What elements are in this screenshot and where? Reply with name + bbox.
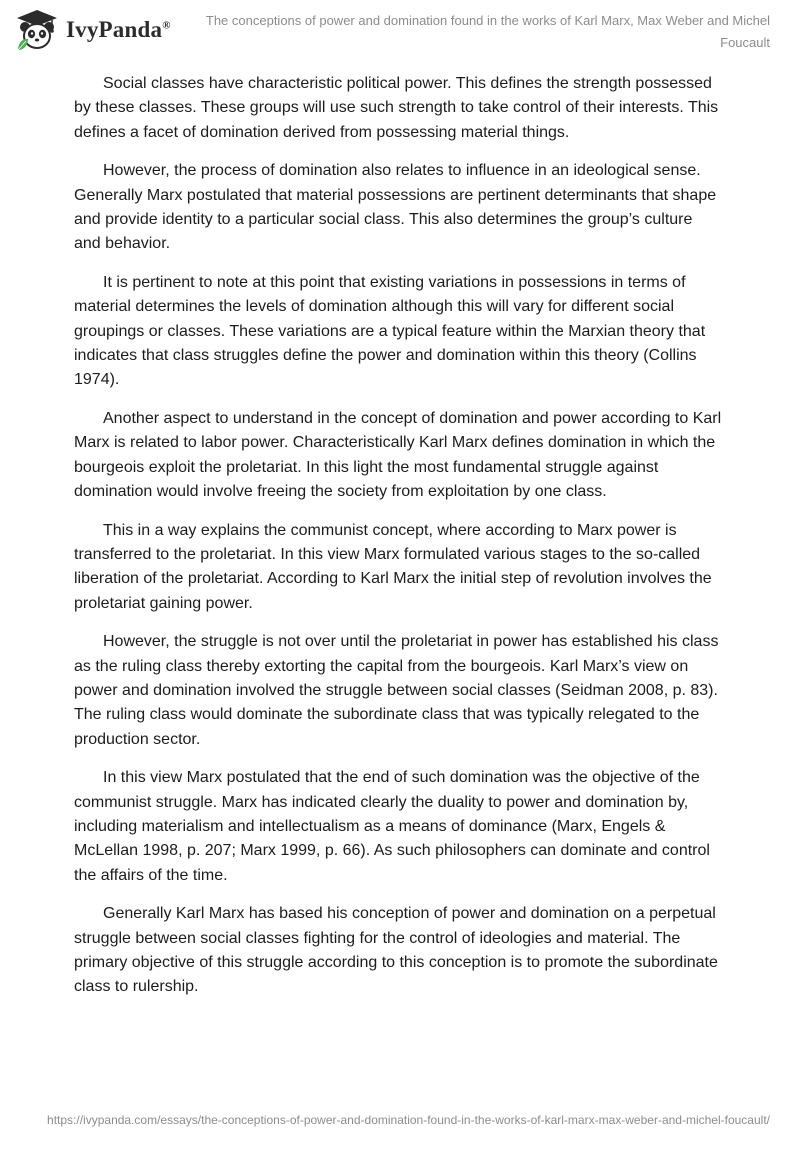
brand-name	[66, 17, 171, 43]
source-url[interactable]: https://ivypanda.com/essays/the-conceptions-of-power-and-domination-found-in-the-works-of-karl-marx-max-weber-and-michel-foucault/	[47, 1113, 770, 1127]
paragraph: Generally Karl Marx has based his conception of power and domination on a perpetual struggle between social classes fighting for the control of ideologies and material. The primary objective of this struggle according to this conception is to promote the subordinate class to rulership.	[74, 905, 718, 996]
document-title: The conceptions of power and domination found in the works of Karl Marx, Max Weber and Michel Foucault	[205, 13, 770, 50]
paragraph: However, the struggle is not over until the proletariat in power has established his class as the ruling class thereby extorting the capital from the bourgeois. Karl Marx’s view on power and domination involved the struggle between social classes (Seidman 2008, p. 83). The ruling class would dominate the subordinate class that was typically relegated to the production sector.	[74, 633, 719, 748]
paragraph: In this view Marx postulated that the end of such domination was the objective of the communist struggle. Marx has indicated clearly the duality to power and domination by, including materialism and intellectualism as a means of dominance (Marx, Engels & McLellan 1998, p. 207; Marx 1999, p. 66). As such philosophers can dominate and control the affairs of the time.	[74, 769, 710, 884]
brand-logo[interactable]	[14, 8, 171, 52]
brand-name-text: IvyPanda	[66, 17, 163, 42]
essay-body	[74, 72, 722, 1014]
panda-graduate-icon	[14, 8, 60, 52]
paragraph: This in a way explains the communist concept, where according to Marx power is transferred to the proletariat. In this view Marx formulated various stages to the so-called liberation of the proletariat. According to Karl Marx the initial step of revolution involves the proletariat gaining power.	[74, 521, 712, 612]
paragraph: It is pertinent to note at this point that existing variations in possessions in terms of material determines the levels of domination although this will vary for different social groupings or classes. These variations are a typical feature within the Marxian theory that indicates that class struggles define the power and domination within this theory (Collins 1974).	[74, 273, 706, 389]
paragraph: Another aspect to understand in the concept of domination and power according to Karl Marx is related to labor power. Characteristically Karl Marx defines domination in which the bourgeois exploit the proletariat. In this light the most fundamental struggle against domination would involve freeing the society from exploitation by one class.	[74, 409, 722, 501]
page-header	[0, 0, 800, 60]
paragraph: However, the process of domination also relates to influence in an ideological sense. Generally Marx postulated that material possessions are pertinent determinants that shape and provide identity to a particular social class. This also determines the group’s culture and behavior.	[74, 162, 717, 253]
paragraph: Social classes have characteristic political power. This defines the strength possessed by these classes. These groups will use such strength to take control of their interests. This defines a facet of domination derived from possessing material things.	[74, 75, 719, 141]
registered-mark: ®	[162, 19, 171, 32]
